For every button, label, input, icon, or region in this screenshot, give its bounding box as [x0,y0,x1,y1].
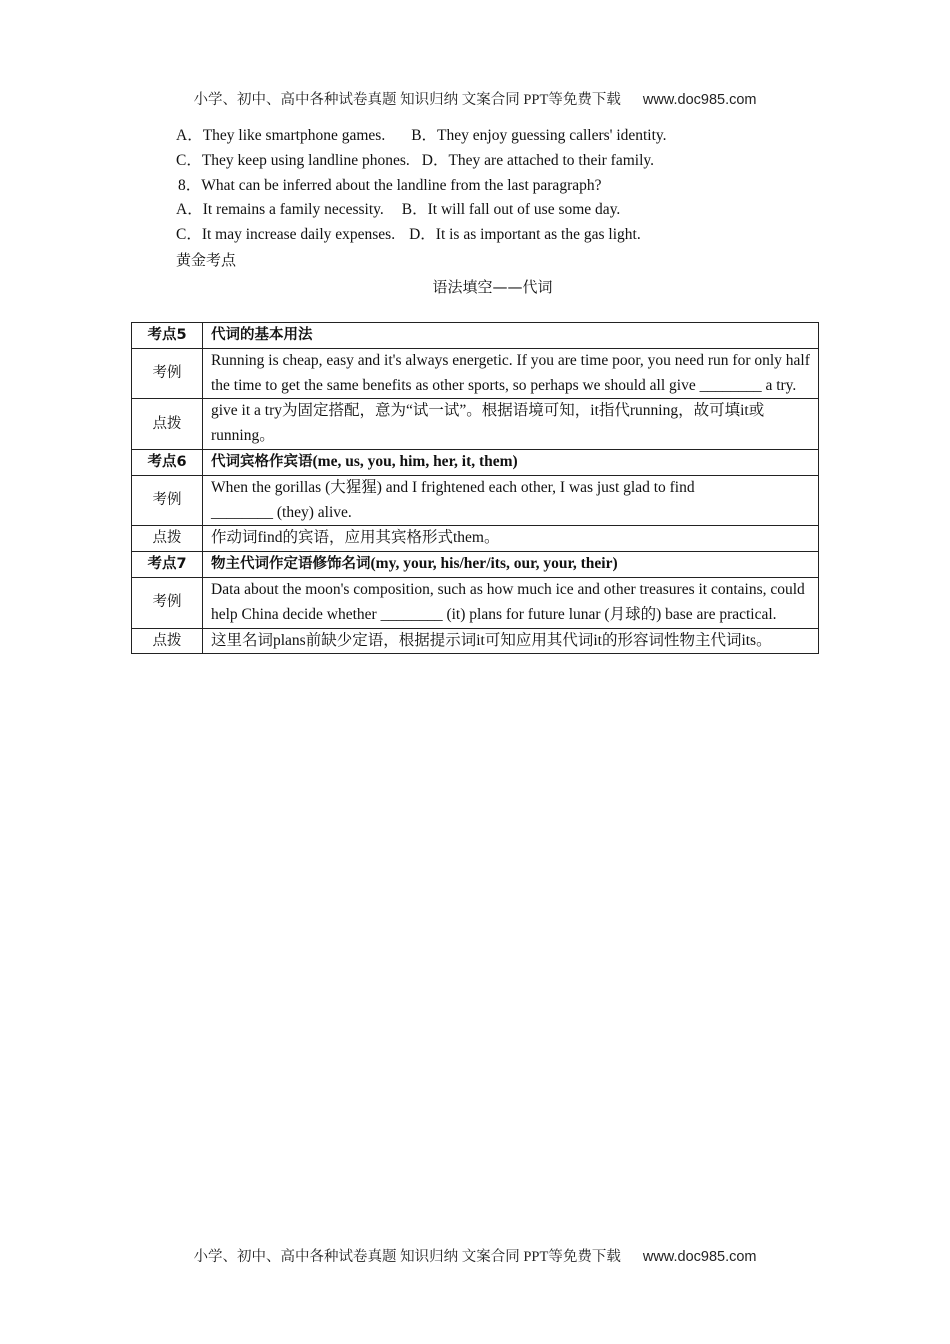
point6-example-text [203,475,819,526]
point5-example-text: Running is cheap, easy and it's always energetic. If you are time poor, you need run for only half the time to get the same benefits as other sports, so perhaps we should all give ________ a try. [203,348,819,399]
q8-option-c: C．It may increase daily expenses. [176,226,396,244]
point5-label: 考点5 [132,323,203,349]
point6-example-line2: ________ (they) alive. [211,503,352,521]
point7-tip-text: 这里名词plans前缺少定语，根据提示词it可知应用其代词it的形容词性物主代词its。 [203,628,819,654]
question-options [176,124,826,273]
point7-example-text: Data about the moon's composition, such as how much ice and other treasures it contains, could help China decide whether ________ (it) plans for future lunar (月球的) base are practical. [203,577,819,628]
header-url[interactable]: www.doc985.com [642,92,757,108]
point7-title-en: (my, your, his/her/its, our, your, their) [370,555,618,573]
point7-example-label: 考例 [132,577,203,628]
point6-title-en: (me, us, you, him, her, it, them) [312,452,518,470]
q7-option-b: B．They enjoy guessing callers' identity. [411,127,667,144]
point5-tip-row [132,399,819,450]
point5-example-row [132,348,819,399]
section-label: 黄金考点 [176,250,237,269]
point6-tip-row [132,526,819,552]
q7-options-row2 [176,149,826,174]
q8-option-b: B．It will fall out of use some day. [401,201,621,219]
header-text: 小学、初中、高中各种试卷真题 知识归纳 文案合同 PPT等免费下载 [193,92,621,108]
q8-options-row1 [176,198,826,223]
point7-tip-label: 点拨 [132,628,203,654]
point5-example-label: 考例 [132,348,203,399]
point6-example-label: 考例 [132,475,203,526]
grammar-points-table [131,322,819,654]
footer-url[interactable]: www.doc985.com [642,1249,757,1265]
q8-options-row2 [176,223,826,248]
section-title: 语法填空——代词 [432,278,553,296]
page-footer [0,1245,950,1266]
q7-option-d: D．They are attached to their family. [421,151,655,169]
point6-example-line1: When the gorillas (大猩猩) and I frightened each other, I was just glad to find [211,478,695,496]
point6-header-row [132,449,819,475]
point7-tip-row [132,628,819,654]
q8-stem: 8．What can be inferred about the landline from the last paragraph? [178,176,602,194]
point7-example-row [132,577,819,628]
point7-title [203,552,819,578]
point6-example-row [132,475,819,526]
point5-tip-label: 点拨 [132,399,203,450]
point6-tip-text: 作动词find的宾语，应用其宾格形式them。 [203,526,819,552]
q8-option-a: A．It remains a family necessity. [176,201,384,219]
q7-option-c: C．They keep using landline phones. [176,151,410,169]
q7-option-a: A．They like smartphone games. [176,127,386,144]
point6-tip-label: 点拨 [132,526,203,552]
point6-title [203,449,819,475]
point7-title-cn: 物主代词作定语修饰名词 [211,556,371,573]
point5-title: 代词的基本用法 [203,323,819,349]
q7-options-row1 [176,124,826,149]
footer-text: 小学、初中、高中各种试卷真题 知识归纳 文案合同 PPT等免费下载 [193,1249,621,1265]
q8-option-d: D．It is as important as the gas light. [409,226,641,244]
point6-label: 考点6 [132,449,203,475]
point7-header-row [132,552,819,578]
page-header [0,88,950,109]
point5-tip-text: give it a try为固定搭配，意为“试一试”。根据语境可知，it指代running，故可填it或running。 [203,399,819,450]
point5-header-row [132,323,819,349]
point6-title-cn: 代词宾格作宾语 [211,453,313,470]
point7-label: 考点7 [132,552,203,578]
